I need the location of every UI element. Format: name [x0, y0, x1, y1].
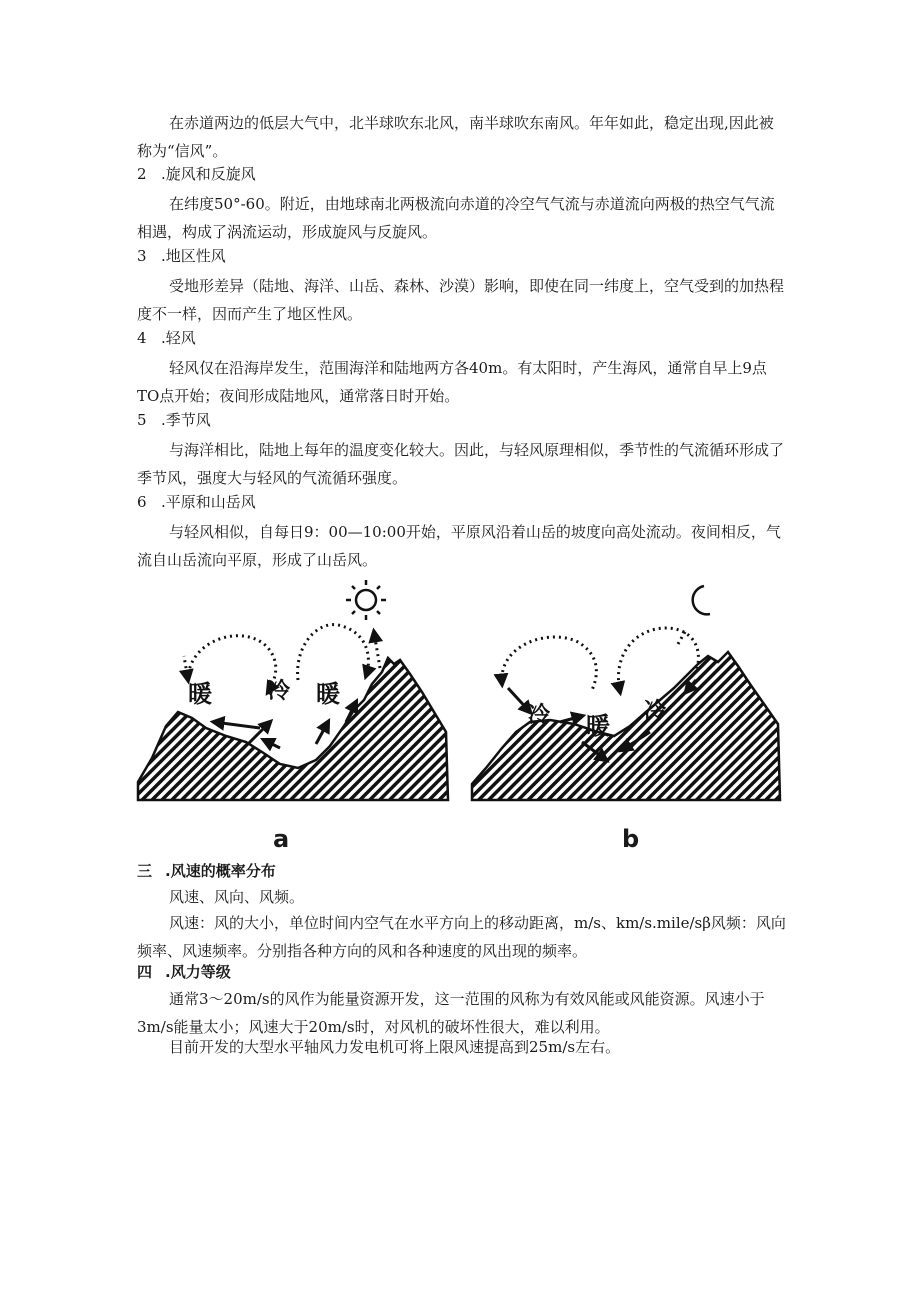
section-heading-wind-grade [137, 961, 231, 983]
section-heading-wind-speed-distribution [137, 860, 276, 882]
paragraph-cyclone: 在纬度50°-60。附近，由地球南北两极流向赤道的冷空气气流与赤道流向两极的热空气气流相遇，构成了涡流运动，形成旋风与反旋风。 [137, 195, 775, 241]
heading-number: 6 [137, 493, 147, 511]
heading-number: 2 [137, 165, 147, 183]
heading-number: 5 [137, 411, 147, 429]
heading-text: .季节风 [161, 411, 211, 429]
arrow-a1 [214, 722, 260, 728]
valley-mountain-wind-figure [130, 572, 790, 862]
heading-seasonal-wind [137, 409, 211, 431]
paragraph-effective-wind-energy: 通常3～20m/s的风作为能量资源开发，这一范围的风称为有效风能或风能资源。风速小于3m/s能量太小；风速大于20m/s时，对风机的破坏性很大，难以利用。 [137, 990, 765, 1036]
heading-text: .轻风 [161, 329, 196, 347]
terrain-a [138, 658, 448, 800]
arrow-b2 [560, 716, 582, 722]
terrain-b [472, 652, 780, 800]
section-title: .风速的概率分布 [165, 862, 276, 880]
paragraph-trade-wind: 在赤道两边的低层大气中，北半球吹东北风，南半球吹东南风。年年如此，稳定出现,因此被称为“信风”。 [137, 114, 774, 160]
wind-diagram [130, 572, 790, 822]
figure-caption-a: a [273, 825, 290, 853]
label-a-cold: 冷 [268, 678, 291, 704]
airflow-up-a [374, 632, 380, 668]
airflow-down-b [678, 630, 686, 644]
heading-text: .平原和山岳风 [161, 493, 256, 511]
paragraph-wind-speed-definition: 风速：风的大小，单位时间内空气在水平方向上的移动距离，m/s、km/s.mile/sβ风频：风向频率、风速频率。分别指各种方向的风和各种速度的风出现的频率。 [137, 914, 786, 960]
sun-icon [346, 580, 386, 620]
heading-cyclone [137, 163, 256, 185]
label-b-warm: 暖 [586, 711, 610, 740]
paragraph-regional-wind: 受地形差异（陆地、海洋、山岳、森林、沙漠）影响，即使在同一纬度上，空气受到的加热程度不一样，因而产生了地区性风。 [137, 277, 785, 323]
heading-number: 4 [137, 329, 147, 347]
arrow-b1 [508, 688, 530, 712]
label-b-cold-left: 冷 [528, 702, 551, 728]
paragraph-upper-limit: 目前开发的大型水平轴风力发电机可将上限风速提高到25m/s左右。 [169, 1038, 621, 1056]
heading-mountain-wind [137, 491, 256, 513]
figure-caption-b: b [622, 825, 640, 853]
airflow-down-a [184, 656, 188, 680]
heading-regional-wind [137, 245, 226, 267]
label-a-warm-left: 暖 [188, 679, 212, 708]
heading-number: 3 [137, 247, 147, 265]
paragraph-mountain-wind: 与轻风相似，自每日9：00—10:00开始，平原风沿着山岳的坡度向高处流动。夜间相反，气流自山岳流向平原，形成了山岳风。 [137, 523, 781, 569]
section-number: 三 [137, 862, 153, 880]
label-b-cold-right: 冷 [644, 698, 667, 724]
label-a-warm-right: 暖 [316, 679, 340, 708]
paragraph-seasonal-wind: 与海洋相比，陆地上每年的温度变化较大。因此，与轻风原理相似，季节性的气流循环形成了季节风，强度大与轻风的气流循环强度。 [137, 441, 785, 487]
section-number: 四 [137, 963, 153, 981]
arrow-a3 [264, 740, 280, 748]
airflow-loop-b-left [502, 637, 597, 690]
heading-text: .地区性风 [161, 247, 226, 265]
paragraph-breeze: 轻风仅在沿海岸发生，范围海洋和陆地两方各40m。有太阳时，产生海风，通常自早上9点TO点开始；夜间形成陆地风，通常落日时开始。 [137, 359, 767, 405]
arrow-a4 [316, 722, 328, 744]
heading-breeze [137, 327, 196, 349]
paragraph-wind-params: 风速、风向、风频。 [169, 888, 305, 906]
moon-icon [693, 586, 710, 614]
heading-text: .旋风和反旋风 [161, 165, 256, 183]
section-title: .风力等级 [165, 963, 231, 981]
airflow-loop-a-right [298, 625, 369, 680]
